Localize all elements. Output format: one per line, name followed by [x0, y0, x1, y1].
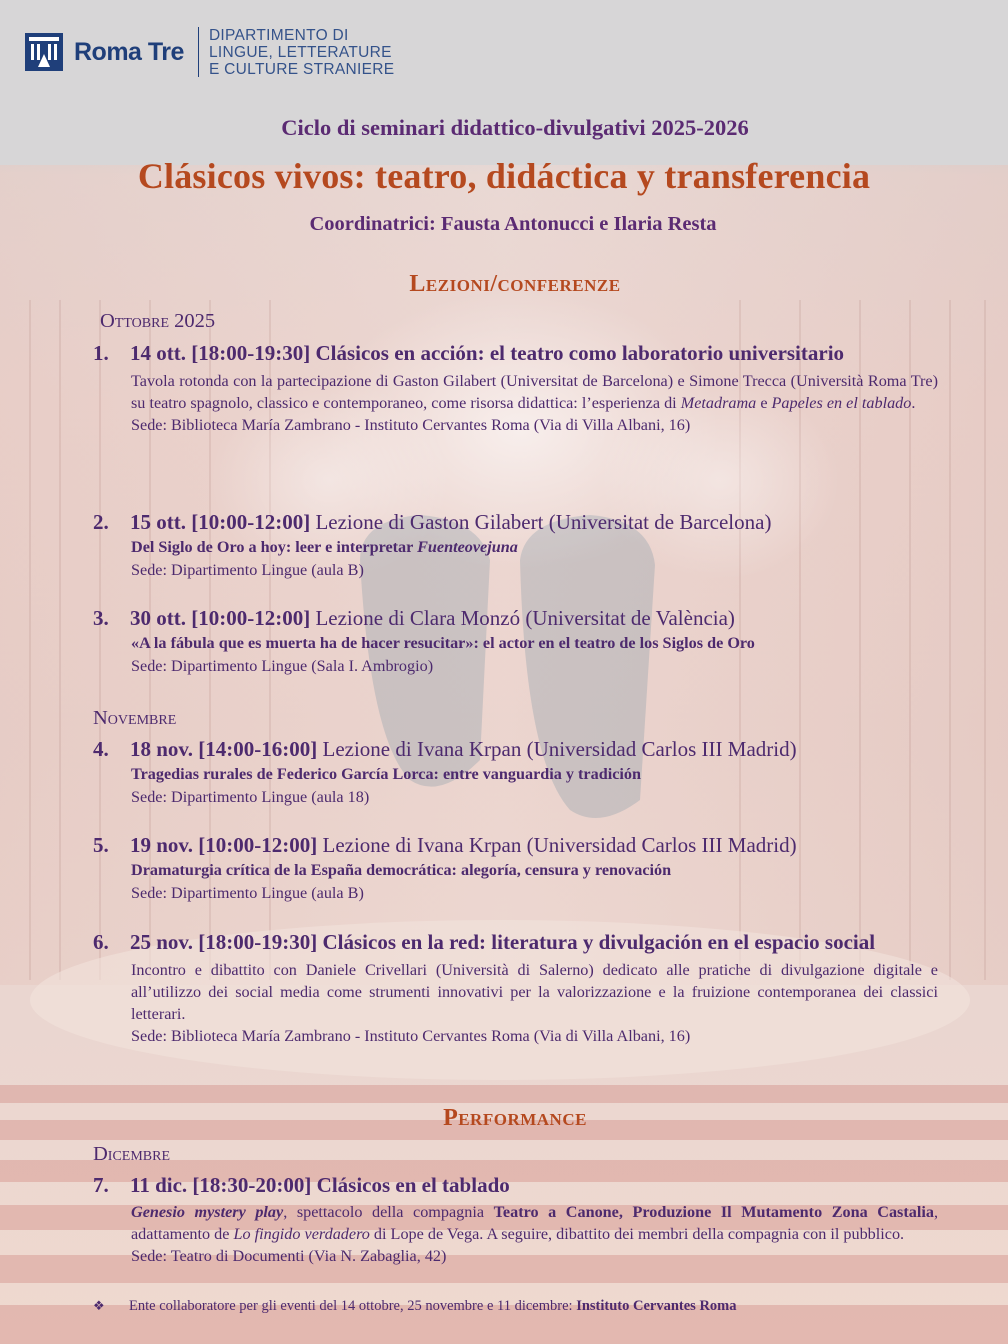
play-title: Genesio mystery play — [131, 1203, 284, 1221]
coordinators: Coordinatrici: Fausta Antonucci e Ilaria Resta — [309, 213, 717, 235]
event-venue: Sede: Dipartimento Lingue (aula 18) — [131, 788, 370, 806]
event-4 — [93, 736, 938, 808]
event-3 — [93, 605, 938, 677]
section-lectures-title: Lezioni/conferenze — [409, 271, 621, 297]
logo-name: Roma Tre — [74, 37, 184, 66]
event-date: 11 dic. [18:30-20:00] — [130, 1173, 312, 1197]
event-number: 6. — [93, 930, 109, 954]
month-november: Novembre — [93, 707, 177, 729]
department-line-3: E CULTURE STRANIERE — [208, 60, 395, 78]
project-metadrama: Metadrama — [680, 394, 757, 412]
event-5-heading — [93, 832, 938, 859]
event-title: Clásicos en el tablado — [316, 1173, 510, 1197]
event-topic — [93, 536, 938, 559]
section-performance-title: Performance — [443, 1105, 587, 1131]
topic-text: Del Siglo de Oro a hoy: leer e interpretar — [131, 538, 418, 556]
event-topic: Dramaturgia crítica de la España democrática: alegoría, censura y renovación — [131, 861, 672, 879]
event-title: Clásicos en acción: el teatro como laboratorio universitario — [315, 341, 845, 365]
event-7 — [93, 1172, 938, 1267]
month-december: Dicembre — [93, 1143, 171, 1165]
event-topic: Tragedias rurales de Federico García Lorca: entre vanguardia y tradición — [131, 765, 641, 783]
event-speaker: Lezione di Ivana Krpan (Universidad Carlos III Madrid) — [317, 833, 797, 857]
description-text: e — [756, 394, 772, 412]
event-date: 30 ott. [10:00-12:00] — [130, 606, 311, 630]
event-venue: Sede: Biblioteca María Zambrano - Instituto Cervantes Roma (Via di Villa Albani, 16) — [131, 1027, 691, 1045]
event-title: Clásicos en la red: literatura y divulgación en el espacio social — [322, 930, 876, 954]
month-october: Ottobre 2025 — [100, 310, 216, 332]
description-text: Tavola rotonda con la partecipazione di Gaston Gilabert (Universitat de Barcelona) e Simone Trecca (Università Roma Tre) su teatro spagnolo, classico e contemporaneo, come risorsa didattica: l’esperienza di — [131, 372, 938, 412]
event-venue: Sede: Dipartimento Lingue (aula B) — [131, 884, 364, 902]
event-number: 7. — [93, 1173, 109, 1197]
event-7-heading — [93, 1172, 938, 1199]
event-date: 18 nov. [14:00-16:00] — [130, 737, 318, 761]
event-date: 15 ott. [10:00-12:00] — [130, 510, 311, 534]
event-2 — [93, 509, 938, 581]
event-6 — [93, 929, 938, 1047]
event-description — [93, 1201, 938, 1245]
event-description: Incontro e dibattito con Daniele Crivellari (Università di Salerno) dedicato alle pratiche di divulgazione digitale e all’utilizzo dei social media come strumenti innovativi per la valorizzazione e la fruizione contemporanea dei classici letterari. — [131, 961, 938, 1023]
event-1 — [93, 340, 938, 436]
adapted-work: Lo fingido verdadero — [233, 1225, 370, 1243]
event-number: 4. — [93, 737, 109, 761]
event-2-heading — [93, 509, 938, 536]
company-name: Teatro a Canone, Produzione Il Mutamento Zona Castalia — [493, 1203, 934, 1221]
event-venue: Sede: Dipartimento Lingue (Sala I. Ambrogio) — [131, 657, 434, 675]
event-date: 25 nov. [18:00-19:30] — [130, 930, 318, 954]
event-date: 19 nov. [10:00-12:00] — [130, 833, 318, 857]
event-speaker: Lezione di Gaston Gilabert (Universitat de Barcelona) — [310, 510, 772, 534]
university-logo — [24, 26, 394, 78]
project-papeles: Papeles en el tablado — [771, 394, 912, 412]
event-number: 3. — [93, 606, 109, 630]
event-3-heading — [93, 605, 938, 632]
description-text: , spettacolo della compagnia — [283, 1203, 494, 1221]
description-text: , adattamento de — [131, 1203, 938, 1243]
note-text: Ente collaboratore per gli eventi del 14 ottobre, 25 novembre e 11 dicembre: — [129, 1298, 577, 1314]
series-title: Ciclo di seminari didattico-divulgativi 2025-2026 — [281, 115, 749, 140]
event-number: 2. — [93, 510, 109, 534]
roma-tre-emblem-icon — [24, 32, 64, 72]
event-5 — [93, 832, 938, 904]
event-6-heading — [93, 929, 938, 956]
event-4-heading — [93, 736, 938, 763]
poster-title: Clásicos vivos: teatro, didáctica y transferencia — [137, 156, 871, 196]
collaborator-name: Instituto Cervantes Roma — [576, 1298, 737, 1314]
department-line-2: LINGUE, LETTERATURE — [208, 43, 392, 61]
logo-divider — [198, 27, 199, 77]
department-line-1: DIPARTIMENTO DI — [208, 26, 349, 44]
event-date: 14 ott. [18:00-19:30] — [130, 341, 311, 365]
event-venue: Sede: Teatro di Documenti (Via N. Zabaglia, 42) — [131, 1247, 447, 1265]
event-number: 1. — [93, 341, 109, 365]
diamond-bullet-icon: ❖ — [93, 1298, 105, 1313]
event-1-heading — [93, 340, 938, 367]
department-name — [209, 27, 394, 78]
event-speaker: Lezione di Ivana Krpan (Universidad Carlos III Madrid) — [317, 737, 797, 761]
event-number: 5. — [93, 833, 109, 857]
collaborator-note — [93, 1298, 973, 1315]
description-text: di Lope de Vega. A seguire, dibattito dei membri della compagnia con il pubblico. — [369, 1225, 905, 1243]
event-venue: Sede: Biblioteca María Zambrano - Instituto Cervantes Roma (Via di Villa Albani, 16) — [131, 416, 691, 434]
event-description — [93, 370, 938, 414]
event-venue: Sede: Dipartimento Lingue (aula B) — [131, 561, 364, 579]
description-text: . — [911, 394, 916, 412]
event-speaker: Lezione di Clara Monzó (Universitat de València) — [310, 606, 735, 630]
event-topic: «A la fábula que es muerta ha de hacer resucitar»: el actor en el teatro de los Siglos de Oro — [131, 634, 755, 652]
topic-work: Fuenteovejuna — [417, 538, 518, 556]
